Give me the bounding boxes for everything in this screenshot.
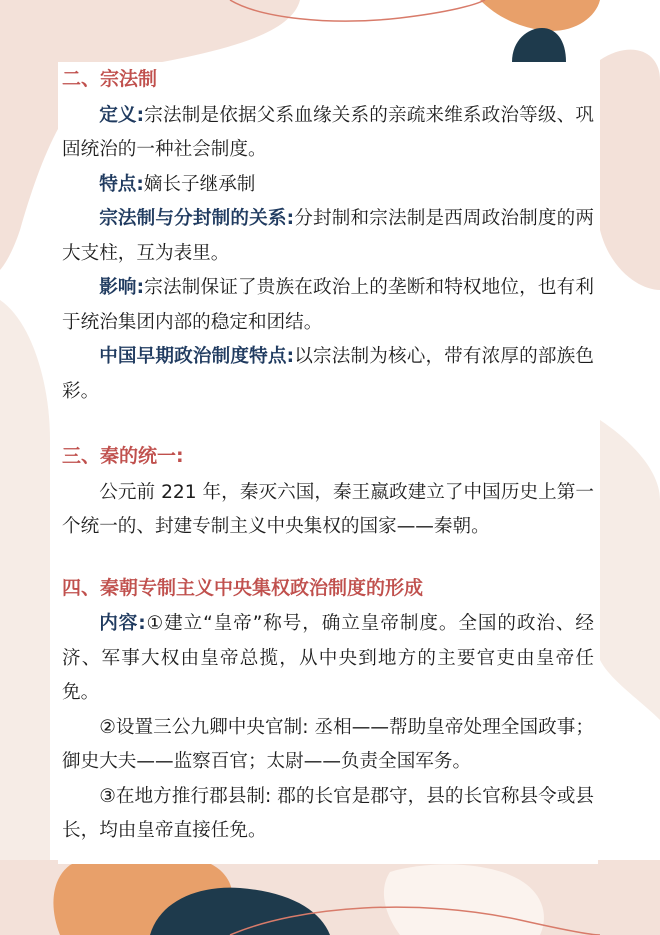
section-zongfa [62,62,594,409]
section-qin-unification [62,439,594,545]
paragraph-relation [62,202,594,271]
paragraph-text: 嫡长子继承制 [143,173,256,195]
blob-top-orange [480,0,600,31]
section-heading: 三、秦的统一: [62,445,184,467]
term-label: 特点: [99,173,144,195]
term-label: 定义: [99,104,145,126]
paragraph-text: 分封制和宗法制是西周政治制度的两大支柱，互为表里。 [62,208,594,264]
section-qin-system [62,571,594,849]
paragraph-text: 宗法制保证了贵族在政治上的垄断和特权地位，也有利于统治集团内部的稳定和团结。 [62,277,594,333]
document-content [62,62,594,849]
paragraph-unification [62,476,594,545]
section-heading: 二、宗法制 [62,68,158,90]
paragraph-definition [62,99,594,168]
blob-top-right [600,50,660,290]
paragraph-feature [62,168,594,203]
paragraph-early-system [62,340,594,409]
paragraph-text: ①建立“皇帝”称号，确立皇帝制度。全国的政治、经济、军事大权由皇帝总揽，从中央到地方的主要官吏由皇帝任免。 [62,613,594,703]
paragraph-content-3 [62,780,594,849]
term-label: 宗法制与分封制的关系: [99,208,295,229]
paragraph-content-1 [62,607,594,711]
blob-right-lower [600,420,660,720]
paragraph-text: 以宗法制为核心，带有浓厚的部族色彩。 [62,346,594,402]
paragraph-text: 宗法制是依据父系血缘关系的亲疏来维系政治等级、巩固统治的一种社会制度。 [62,104,594,160]
paragraph-text: ③在地方推行郡县制: 郡的长官是郡守，县的长官称县令或县长，均由皇帝直接任免。 [62,785,594,841]
term-label: 影响: [99,277,145,298]
paragraph-text: 公元前 221 年，秦灭六国，秦王嬴政建立了中国历史上第一个统一的、封建专制主义中央集权的国家——秦朝。 [62,481,594,537]
paragraph-content-2 [62,711,594,780]
section-heading: 四、秦朝专制主义中央集权政治制度的形成 [62,576,424,599]
term-label: 内容: [99,613,146,634]
term-label: 中国早期政治制度特点: [99,346,295,367]
paragraph-text: ②设置三公九卿中央官制: 丞相——帮助皇帝处理全国政事；御史大夫——监察百官；太尉——负责全国军务。 [62,716,594,772]
blob-top-navy [512,28,566,62]
blob-left-lower [0,300,50,935]
paragraph-influence [62,271,594,340]
